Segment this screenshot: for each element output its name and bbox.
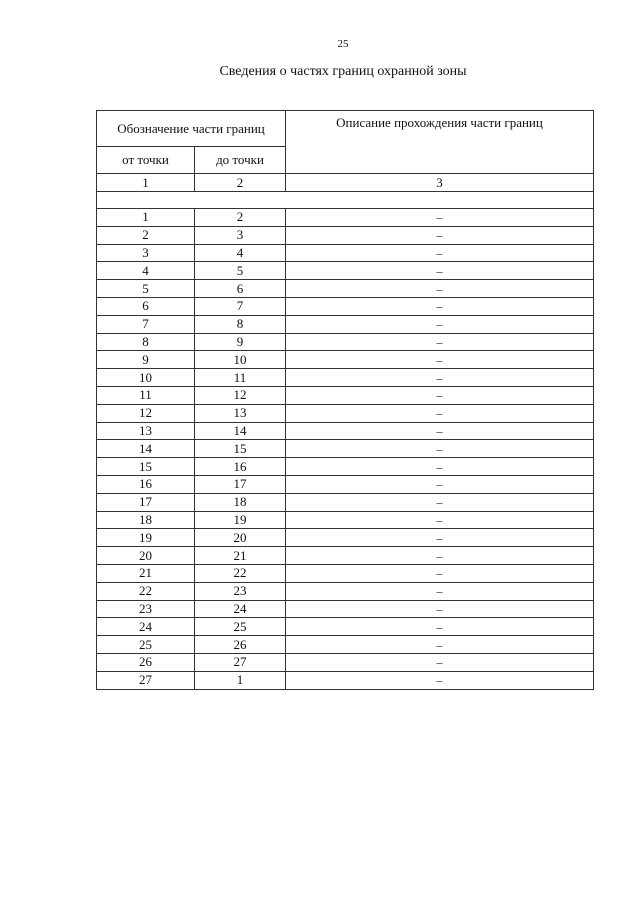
- table-row: [97, 369, 594, 387]
- to-point-cell: 13: [195, 404, 286, 422]
- description-cell: –: [286, 369, 594, 387]
- from-point-cell: 20: [97, 547, 195, 565]
- column-number: 1: [97, 174, 195, 192]
- from-point-cell: 14: [97, 440, 195, 458]
- from-point-cell: 23: [97, 600, 195, 618]
- table-row: [97, 582, 594, 600]
- from-point-cell: 6: [97, 297, 195, 315]
- to-point-cell: 7: [195, 297, 286, 315]
- description-cell: –: [286, 280, 594, 298]
- description-cell: –: [286, 582, 594, 600]
- from-point-cell: 12: [97, 404, 195, 422]
- to-point-cell: 18: [195, 493, 286, 511]
- from-point-cell: 15: [97, 458, 195, 476]
- table-row: [97, 422, 594, 440]
- to-point-cell: 16: [195, 458, 286, 476]
- table-row: [97, 280, 594, 298]
- table-row: [97, 636, 594, 654]
- from-point-cell: 2: [97, 226, 195, 244]
- from-point-cell: 1: [97, 209, 195, 227]
- to-point-cell: 15: [195, 440, 286, 458]
- description-cell: –: [286, 564, 594, 582]
- column-number-row: [97, 174, 594, 192]
- from-point-cell: 4: [97, 262, 195, 280]
- description-cell: –: [286, 422, 594, 440]
- table-row: [97, 209, 594, 227]
- to-point-cell: 6: [195, 280, 286, 298]
- description-cell: –: [286, 493, 594, 511]
- table-row: [97, 618, 594, 636]
- from-point-cell: 25: [97, 636, 195, 654]
- page-number: 25: [337, 38, 349, 50]
- table-row: [97, 297, 594, 315]
- from-point-cell: 11: [97, 386, 195, 404]
- to-point-cell: 21: [195, 547, 286, 565]
- table-row: [97, 333, 594, 351]
- from-point-cell: 3: [97, 244, 195, 262]
- description-cell: –: [286, 653, 594, 671]
- from-point-cell: 13: [97, 422, 195, 440]
- description-cell: –: [286, 600, 594, 618]
- column-number: 3: [286, 174, 594, 192]
- to-point-cell: 11: [195, 369, 286, 387]
- description-cell: –: [286, 262, 594, 280]
- table-row: [97, 226, 594, 244]
- table-row: [97, 529, 594, 547]
- description-cell: –: [286, 351, 594, 369]
- to-point-cell: 25: [195, 618, 286, 636]
- description-cell: –: [286, 671, 594, 689]
- to-point-cell: 3: [195, 226, 286, 244]
- to-point-cell: 22: [195, 564, 286, 582]
- table-row: [97, 564, 594, 582]
- to-point-cell: 8: [195, 315, 286, 333]
- to-point-cell: 19: [195, 511, 286, 529]
- description-cell: –: [286, 333, 594, 351]
- from-point-cell: 24: [97, 618, 195, 636]
- to-point-cell: 2: [195, 209, 286, 227]
- description-cell: –: [286, 315, 594, 333]
- from-point-cell: 10: [97, 369, 195, 387]
- table-row: [97, 351, 594, 369]
- table-row: [97, 493, 594, 511]
- header-boundary-description: Описание прохождения части границ: [286, 111, 594, 174]
- to-point-cell: 23: [195, 582, 286, 600]
- table-row: [97, 475, 594, 493]
- description-cell: –: [286, 475, 594, 493]
- description-cell: –: [286, 297, 594, 315]
- page-title: Сведения о частях границ охранной зоны: [219, 64, 467, 79]
- description-cell: –: [286, 386, 594, 404]
- header-to-point: до точки: [195, 147, 286, 174]
- to-point-cell: 9: [195, 333, 286, 351]
- description-cell: –: [286, 529, 594, 547]
- description-cell: –: [286, 209, 594, 227]
- from-point-cell: 8: [97, 333, 195, 351]
- table-row: [97, 404, 594, 422]
- to-point-cell: 27: [195, 653, 286, 671]
- description-cell: –: [286, 511, 594, 529]
- description-cell: –: [286, 244, 594, 262]
- to-point-cell: 14: [195, 422, 286, 440]
- to-point-cell: 20: [195, 529, 286, 547]
- to-point-cell: 17: [195, 475, 286, 493]
- from-point-cell: 9: [97, 351, 195, 369]
- table-row: [97, 244, 594, 262]
- to-point-cell: 10: [195, 351, 286, 369]
- table-row: [97, 547, 594, 565]
- from-point-cell: 16: [97, 475, 195, 493]
- description-cell: –: [286, 618, 594, 636]
- from-point-cell: 7: [97, 315, 195, 333]
- column-number: 2: [195, 174, 286, 192]
- from-point-cell: 19: [97, 529, 195, 547]
- description-cell: –: [286, 404, 594, 422]
- table-row: [97, 671, 594, 689]
- to-point-cell: 26: [195, 636, 286, 654]
- description-cell: –: [286, 226, 594, 244]
- table-row: [97, 511, 594, 529]
- from-point-cell: 18: [97, 511, 195, 529]
- header-from-point: от точки: [97, 147, 195, 174]
- table-row: [97, 262, 594, 280]
- from-point-cell: 27: [97, 671, 195, 689]
- from-point-cell: 22: [97, 582, 195, 600]
- from-point-cell: 5: [97, 280, 195, 298]
- to-point-cell: 12: [195, 386, 286, 404]
- table-row: [97, 653, 594, 671]
- table-header-row: [97, 111, 594, 147]
- boundary-parts-table: [96, 110, 594, 690]
- description-cell: –: [286, 440, 594, 458]
- description-cell: –: [286, 547, 594, 565]
- from-point-cell: 26: [97, 653, 195, 671]
- to-point-cell: 24: [195, 600, 286, 618]
- blank-row: [97, 192, 594, 209]
- table-row: [97, 458, 594, 476]
- blank-cell: [97, 192, 594, 209]
- table-row: [97, 600, 594, 618]
- to-point-cell: 5: [195, 262, 286, 280]
- table-row: [97, 440, 594, 458]
- table-row: [97, 386, 594, 404]
- to-point-cell: 1: [195, 671, 286, 689]
- table-row: [97, 315, 594, 333]
- header-boundary-part-designation: Обозначение части границ: [97, 111, 286, 147]
- from-point-cell: 17: [97, 493, 195, 511]
- description-cell: –: [286, 458, 594, 476]
- to-point-cell: 4: [195, 244, 286, 262]
- from-point-cell: 21: [97, 564, 195, 582]
- description-cell: –: [286, 636, 594, 654]
